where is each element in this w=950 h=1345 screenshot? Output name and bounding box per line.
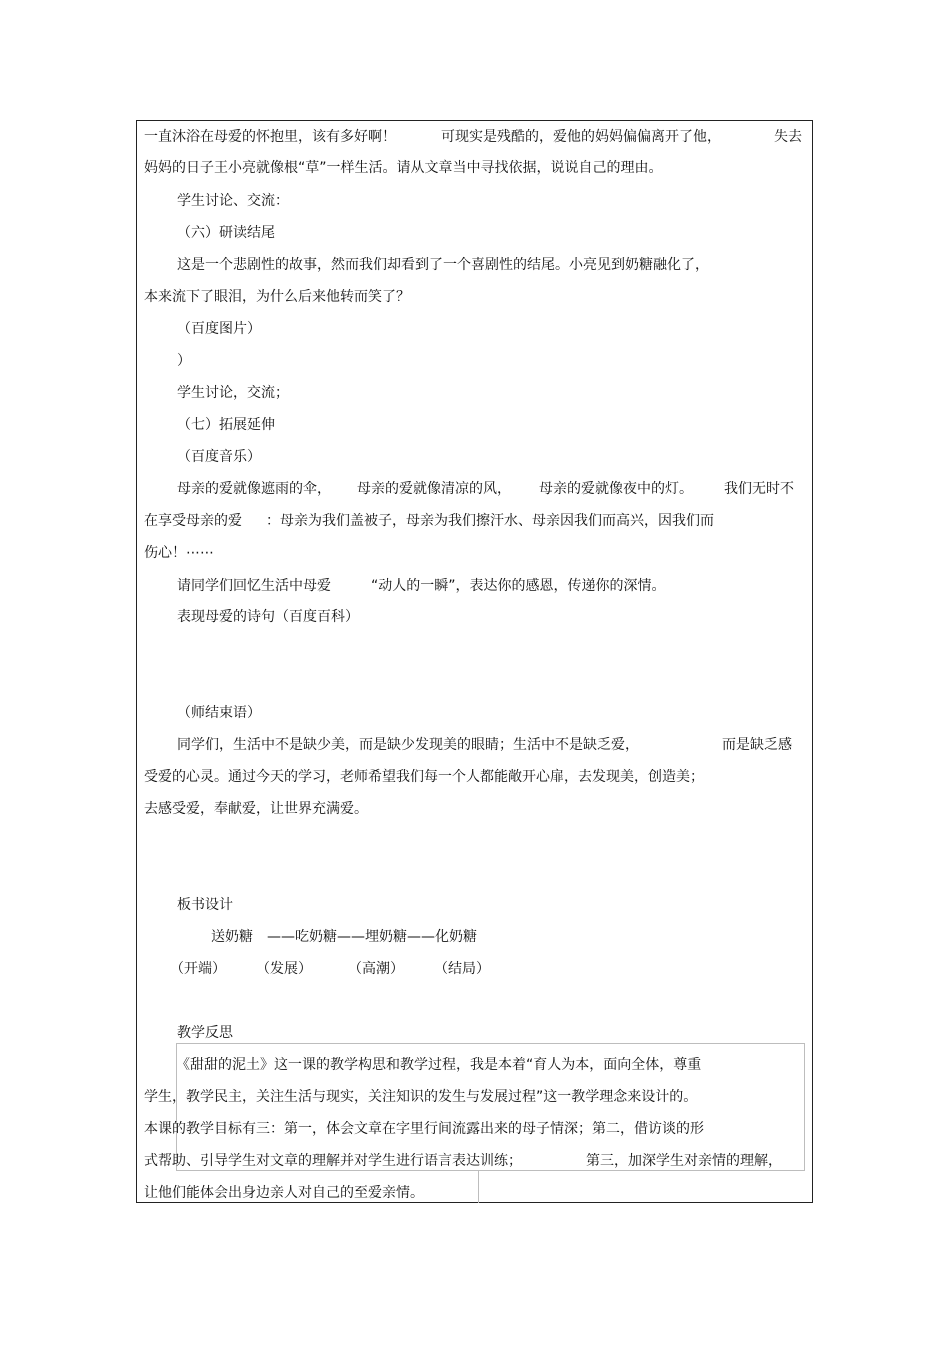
section-heading: 板书设计: [177, 897, 233, 913]
text-line: 第三，加深学生对亲情的理解，: [586, 1153, 782, 1169]
board-stage-label: （高潮）: [348, 961, 404, 977]
text-line: 表现母爱的诗句（百度百科）: [177, 609, 359, 625]
reflection-box-divider: [478, 1171, 480, 1203]
text-line: 母亲的爱就像夜中的灯。: [539, 481, 693, 497]
text-line: 可现实是残酷的，爱他的妈妈偏偏离开了他，: [441, 129, 721, 145]
text-line: 《甜甜的泥土》这一课的教学构思和教学过程，我是本着“育人为本，面向全体，尊重: [176, 1057, 702, 1073]
text-line: 学生，教学民主，关注生活与现实，关注知识的发生与发展过程”这一教学理念来设计的。: [144, 1089, 698, 1105]
text-line: 式帮助、引导学生对文章的理解并对学生进行语言表达训练；: [144, 1153, 522, 1169]
text-line: 同学们，生活中不是缺少美，而是缺少发现美的眼睛；生活中不是缺乏爱，: [177, 737, 639, 753]
text-line: 在享受母亲的爱: [144, 513, 242, 529]
text-line: ）: [177, 353, 191, 369]
text-line: ：母亲为我们盖被子，母亲为我们擦汗水、母亲因我们而高兴，因我们而: [266, 513, 714, 529]
text-line: 本来流下了眼泪，为什么后来他转而笑了？: [144, 289, 410, 305]
text-line: （百度音乐）: [177, 449, 261, 465]
text-line: 学生讨论、交流：: [177, 193, 289, 209]
text-line: 一直沐浴在母爱的怀抱里，该有多好啊！: [144, 129, 396, 145]
section-heading: 教学反思: [177, 1025, 233, 1041]
text-line: 去感受爱，奉献爱，让世界充满爱。: [144, 801, 368, 817]
text-line: 我们无时不: [724, 481, 794, 497]
text-line: 请同学们回忆生活中母爱: [177, 578, 331, 594]
text-line: 受爱的心灵。通过今天的学习，老师希望我们每一个人都能敞开心扉，去发现美，创造美；: [144, 769, 704, 785]
text-line: 伤心！⋯⋯: [144, 545, 214, 561]
board-stage-label: （开端）: [170, 961, 226, 977]
text-line: 而是缺乏感: [722, 737, 792, 753]
text-line: 妈妈的日子王小亮就像根“草”一样生活。请从文章当中寻找依据，说说自己的理由。: [144, 160, 663, 176]
text-line: 本课的教学目标有三：第一，体会文章在字里行间流露出来的母子情深；第二，借访谈的形: [144, 1121, 704, 1137]
text-line: 母亲的爱就像遮雨的伞，: [177, 481, 331, 497]
text-line: 让他们能体会出身边亲人对自己的至爱亲情。: [144, 1185, 424, 1201]
board-stage-label: （发展）: [256, 961, 312, 977]
content-frame: [136, 120, 813, 1203]
text-line: （师结束语）: [177, 705, 261, 721]
text-line: 失去: [774, 129, 802, 145]
text-line: 母亲的爱就像清凉的风，: [357, 481, 511, 497]
text-line: “动人的一瞬”，表达你的感恩，传递你的深情。: [371, 578, 666, 594]
board-design-line: 送奶糖 ——吃奶糖——埋奶糖——化奶糖: [211, 929, 477, 945]
text-line: 学生讨论，交流；: [177, 385, 289, 401]
text-line: （百度图片）: [177, 321, 261, 337]
section-heading: （六）研读结尾: [177, 225, 275, 241]
section-heading: （七）拓展延伸: [177, 417, 275, 433]
text-line: 这是一个悲剧性的故事，然而我们却看到了一个喜剧性的结尾。小亮见到奶糖融化了，: [177, 257, 709, 273]
board-stage-label: （结局）: [434, 961, 490, 977]
